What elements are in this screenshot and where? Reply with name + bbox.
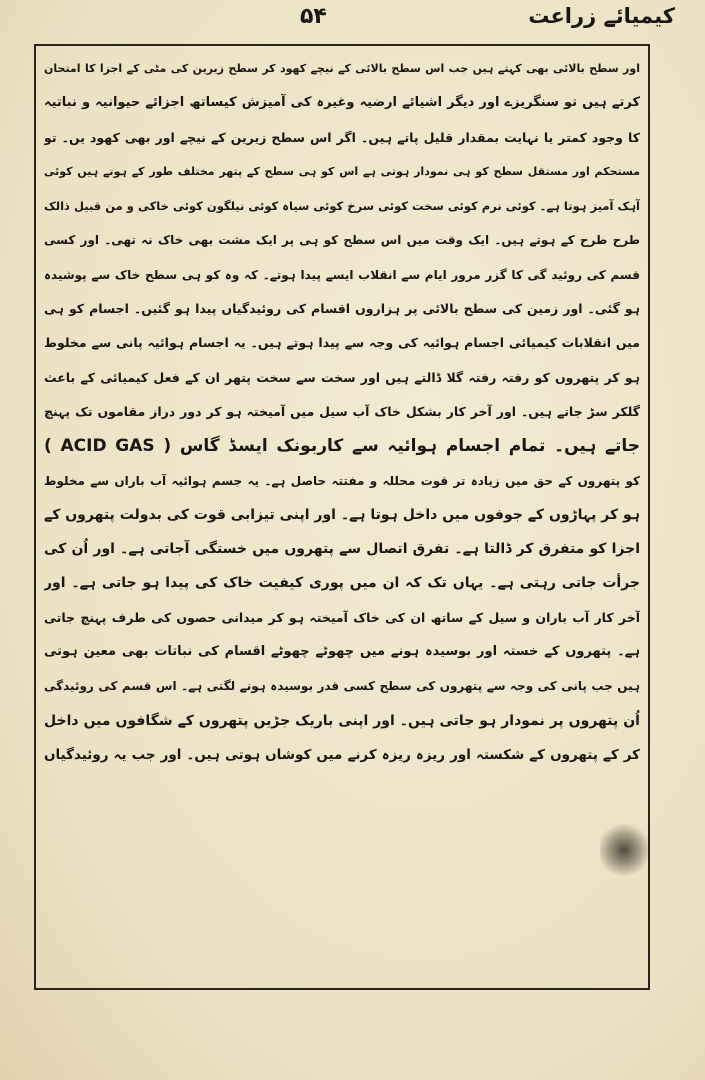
text-line-16: جرأت جاتی رہتی ہے۔ یہاں تک کہ ان میں پوری کیفیت خاک کی پیدا ہو جاتی ہے۔ اور <box>44 575 640 592</box>
text-line-1: اور سطح بالائی بھی کہتے ہیں جب اس سطح بالائی کے نیچے کھود کر سطح زیرین کی مٹی کے اجزا کا امتحان <box>44 62 640 75</box>
text-line-18: ہے۔ پتھروں کے خستہ اور بوسیدہ ہونے میں چھوٹے چھوٹے اقسام کی نباتات بھی معین ہوتی <box>44 644 640 660</box>
text-line-8: ہو گئی۔ اور زمین کی سطح بالائی پر ہزاروں اقسام کی روئیدگیاں پیدا ہو گئیں۔ اجسام کو ہی <box>44 301 640 317</box>
text-line-15: اجزا کو متفرق کر ڈالتا ہے۔ تفرق اتصال سے پتھروں میں خستگی آجاتی ہے۔ اور اُن کی <box>44 541 640 558</box>
text-line-10: ہو کر پتھروں کو رفتہ رفتہ گلا ڈالتے ہیں اور سخت سے سخت پتھر ان کے فعل کیمیائی کے باعث <box>44 369 640 385</box>
page-number: ۵۴ <box>300 4 327 29</box>
text-line-14: ہو کر پہاڑوں کے جوفوں میں داخل ہوتا ہے۔ اور اپنی تیزابی قوت کی بدولت پتھروں کے <box>44 506 640 523</box>
text-line-3: کا وجود کمتر یا نہایت بمقدار قلیل پاتے ہیں۔ اگر اس سطح زیرین کے نیچے اور بھی کھود یں۔ تو <box>44 129 640 145</box>
text-line-2: کرتے ہیں تو سنگریزے اور دیگر اشیائے ارضیہ وغیرہ کی آمیزش کیساتھ اجزائے حیوانیہ و نباتیہ <box>44 95 640 111</box>
text-line-17: آخر کار آب باران و سیل کے ساتھ ان کی خاک آمیختہ ہو کر میدانی حصوں کی طرف پہنچ جاتی <box>44 609 640 625</box>
text-line-4: مستحکم اور مستقل سطح کو ہی نمودار ہوتی ہے اس کو ہی سطح کے پتھر مختلف طور کے ہوتے ہیں کوئی <box>44 164 640 178</box>
text-line-11: گلکر سڑ جاتے ہیں۔ اور آخر کار بشکل خاک آب سیل میں آمیختہ ہو کر دور دراز مقاموں تک پہنچ <box>44 403 640 419</box>
text-line-13: کو پتھروں کے حق میں زیادہ تر قوت محللہ و مفتتہ حاصل ہے۔ یہ جسم ہوائیہ آب باراں سے مخلوط <box>44 473 640 488</box>
text-line-7: قسم کی روئید گی کا گزر مرور ایام سے انقلاب ایسے پیدا ہوتے۔ کہ وہ کو ہی سطح خاک سے پوشیدہ <box>44 267 640 282</box>
page-header <box>0 0 705 40</box>
ink-stain <box>600 820 648 880</box>
body-text <box>44 52 640 982</box>
text-line-6: طرح طرح کے ہوتے ہیں۔ ایک وقت میں اس سطح کو ہی پر ایک مشت بھی خاک نہ تھی۔ اور کسی <box>44 233 640 248</box>
text-line-21: کر کے پتھروں کے شکستہ اور ریزہ ریزہ کرنے میں کوشاں ہوتی ہیں۔ اور جب یہ روئیدگیاں <box>44 746 640 763</box>
text-line-19: ہیں جب پانی کی وجہ سے پتھروں کی سطح کسی قدر بوسیدہ ہونے لگتی ہے۔ اس قسم کی روئیدگی <box>44 679 640 694</box>
text-line-20: اُن پتھروں پر نمودار ہو جاتی ہیں۔ اور اپنی باریک جڑیں پتھروں کے شگافوں میں داخل <box>44 712 640 729</box>
text-line-5: آہک آمیز ہوتا ہے۔ کوئی نرم کوئی سخت کوئی سرخ کوئی سیاہ کوئی نیلگون کوئی خاکی و من قبیل ذالک <box>44 199 640 214</box>
text-line-9: میں انقلابات کیمیائی اجسام ہوائیہ کی وجہ سے پیدا ہوتے ہیں۔ یہ اجسام ہوائیہ پانی سے مخلوط <box>44 335 640 351</box>
text-line-12: جاتے ہیں۔ تمام اجسام ہوائیہ سے کاربونک ایسڈ گاس ( ACID GAS ) <box>44 436 640 457</box>
running-title: کیمیائے زراعت <box>528 4 675 28</box>
